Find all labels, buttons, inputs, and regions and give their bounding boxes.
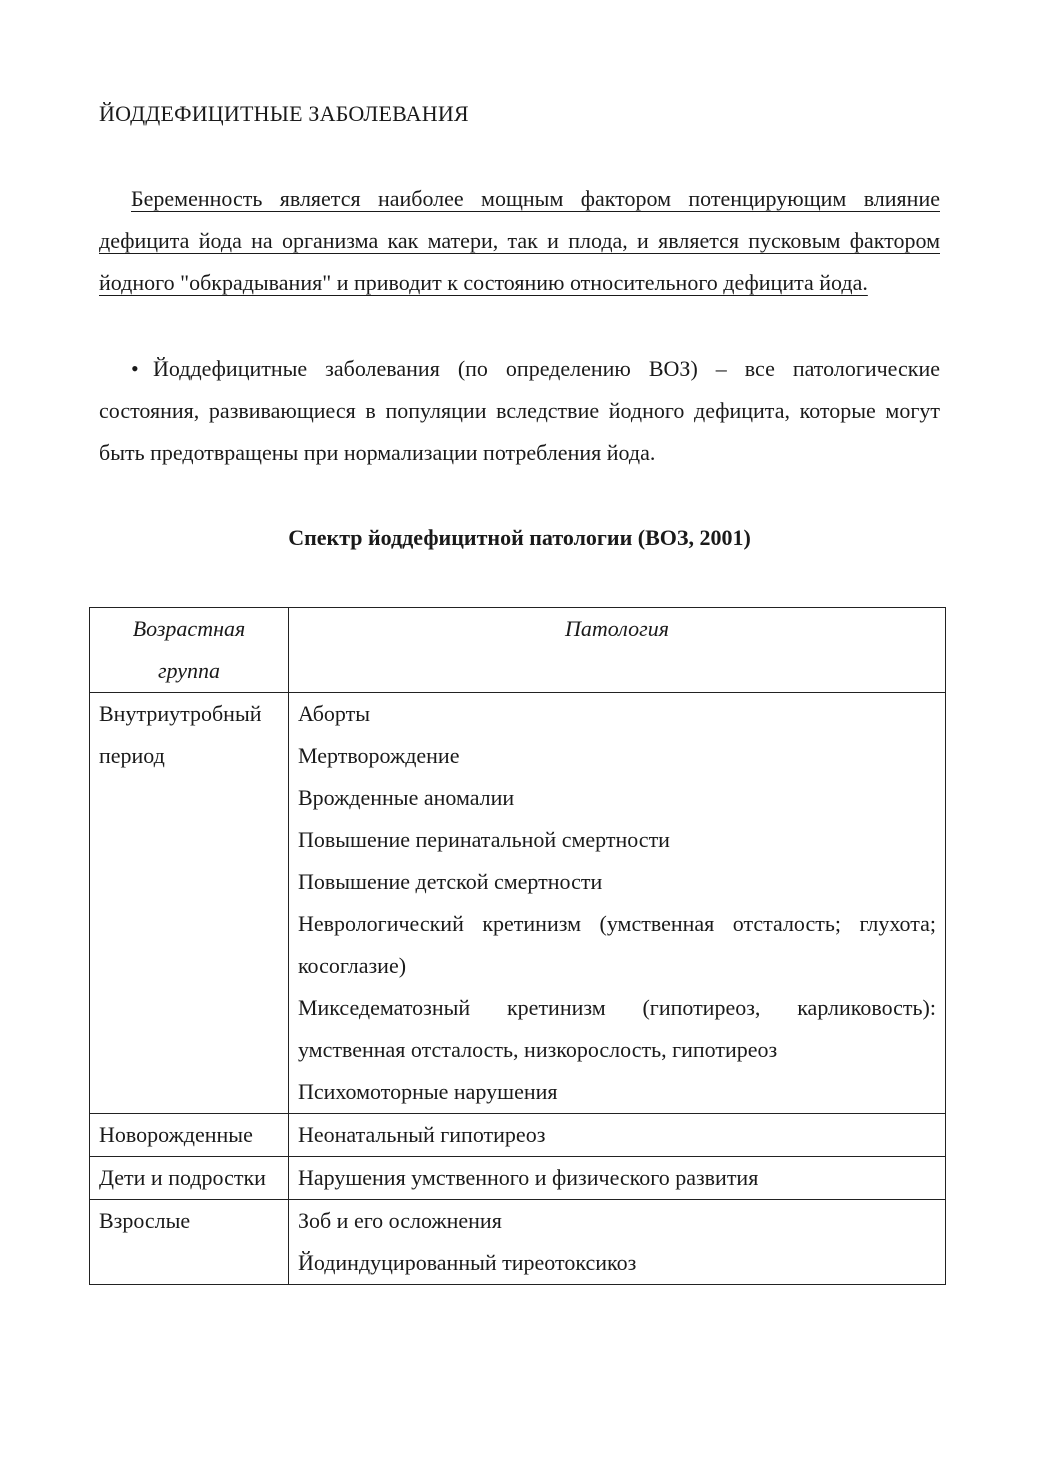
pathology-cell	[288, 693, 945, 1114]
pathology-cell	[288, 1114, 945, 1157]
table-row	[90, 693, 946, 1114]
pregnancy-paragraph: Беременность является наиболее мощным фактором потенцирующим влияние дефицита йода на организма как матери, так и плода, и является пусковым фактором йодного "обкрадывания" и приводит к состоянию относительного дефицита йода.	[99, 186, 940, 295]
pathology-item: Повышение перинатальной смертности	[297, 827, 670, 852]
table-row	[90, 1157, 946, 1200]
age-group-cell: Новорожденные	[90, 1114, 289, 1157]
table-header-row	[90, 608, 946, 693]
bullet-icon: •	[131, 356, 139, 381]
pathology-item: Йодиндуцированный тиреотоксикоз	[297, 1250, 637, 1275]
pathology-cell	[288, 1200, 945, 1285]
table-row	[90, 1114, 946, 1157]
pathology-item: Зоб и его осложнения	[297, 1208, 502, 1233]
pathology-item: Врожденные аномалии	[297, 785, 515, 810]
header-age-group: Возрастная группа	[90, 608, 289, 693]
pathology-item: Нарушения умственного и физического развития	[297, 1165, 759, 1190]
age-group-cell: Дети и подростки	[90, 1157, 289, 1200]
pathology-item: Повышение детской смертности	[297, 869, 603, 894]
pathology-item: Неонатальный гипотиреоз	[297, 1122, 546, 1147]
bullet-paragraph	[99, 348, 940, 474]
header-pathology: Патология	[288, 608, 945, 693]
pathology-item: Неврологический кретинизм (умственная отсталость; глухота; косоглазие)	[297, 911, 936, 978]
pathology-item: Психомоторные нарушения	[297, 1079, 558, 1104]
page-heading: ЙОДДЕФИЦИТНЫЕ ЗАБОЛЕВАНИЯ	[99, 101, 469, 126]
bullet-text: Йоддефицитные заболевания (по определению ВОЗ) – все патологические состояния, развивающиеся в популяции вследствие йодного дефицита, которые могут быть предотвращены при нормализации потребления йода.	[99, 356, 940, 465]
table-row	[90, 1200, 946, 1285]
pathology-cell	[288, 1157, 945, 1200]
table-title: Спектр йоддефицитной патологии (ВОЗ, 2001)	[288, 525, 751, 550]
pathology-item: Микседематозный кретинизм (гипотиреоз, карликовость): умственная отсталость, низкорослость, гипотиреоз	[297, 995, 936, 1062]
age-group-cell: Внутриутробный период	[90, 693, 289, 1114]
pathology-item: Аборты	[297, 701, 371, 726]
pathology-table	[89, 607, 946, 1285]
pathology-item: Мертворождение	[297, 743, 460, 768]
age-group-cell: Взрослые	[90, 1200, 289, 1285]
